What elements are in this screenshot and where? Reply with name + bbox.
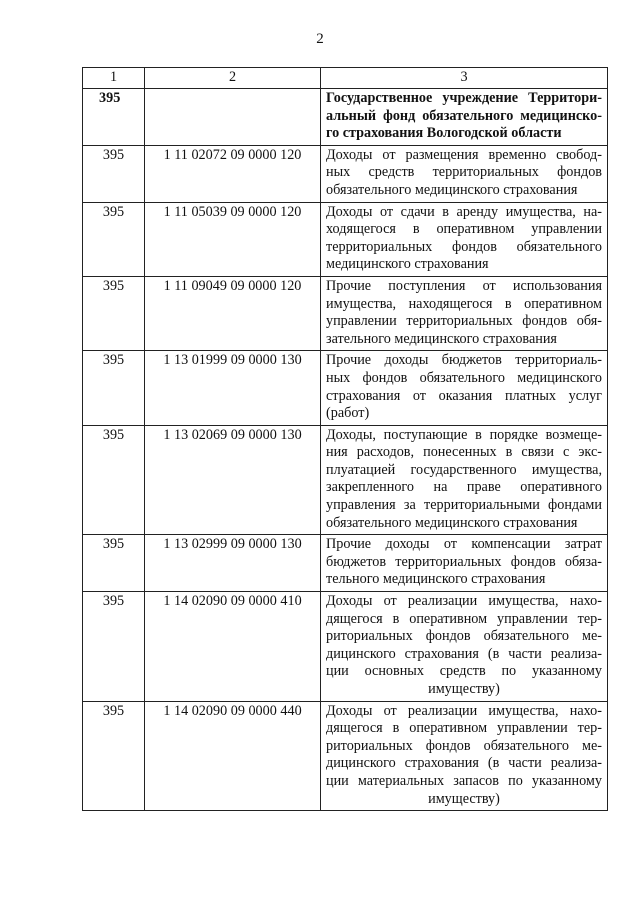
description-line: риториальных фондов обязательного ме- <box>326 737 602 754</box>
description-line: имущества, находящегося в оперативном <box>326 295 602 312</box>
description-line: обязательного медицинского страхования <box>326 181 578 198</box>
budget-classification-code-cell: 1 11 09049 09 0000 120 <box>145 276 321 350</box>
budget-classification-code-cell: 1 11 05039 09 0000 120 <box>145 202 321 276</box>
description-line: ции материальных запасов по указанному <box>326 772 602 789</box>
description-line: Доходы от сдачи в аренду имущества, на- <box>326 203 602 220</box>
admin-code-cell: 395 <box>83 701 145 811</box>
table-row <box>83 701 608 811</box>
description-line: (работ) <box>326 405 370 422</box>
table-row <box>83 276 608 350</box>
description-line: тельного медицинского страхования <box>326 571 546 588</box>
column-number-1: 1 <box>83 68 145 89</box>
admin-code-cell: 395 <box>83 145 145 202</box>
description-line: дящегося в оперативном управлении тер- <box>326 610 602 627</box>
budget-classification-code-cell: 1 13 01999 09 0000 130 <box>145 351 321 425</box>
admin-code-cell: 395 <box>83 351 145 425</box>
description-line: дицинского страхования (в части реализа- <box>326 755 602 772</box>
description-line: ходящегося в оперативном управлении <box>326 221 602 238</box>
description-line: имуществу) <box>428 681 500 697</box>
description-line: плуатацией государственного имущества, <box>326 461 602 478</box>
revenue-description-cell <box>321 351 608 425</box>
admin-code-cell: 395 <box>83 535 145 592</box>
description-line: зательного медицинского страхования <box>326 330 557 347</box>
table-row <box>83 535 608 592</box>
revenue-description-cell <box>321 535 608 592</box>
description-line: Прочие поступления от использования <box>326 277 602 294</box>
description-line: медицинского страхования <box>326 256 489 273</box>
revenue-description-cell <box>321 701 608 811</box>
revenue-description-cell <box>321 89 608 146</box>
budget-classification-code-cell <box>145 89 321 146</box>
admin-code-cell: 395 <box>83 89 145 146</box>
description-line: управления за территориальными фондами <box>326 497 602 514</box>
description-line: риториальных фондов обязательного ме- <box>326 628 602 645</box>
table-row <box>83 202 608 276</box>
table-body <box>83 68 608 811</box>
description-line: ных фондов обязательного медицинского <box>326 369 602 386</box>
description-line: альный фонд обязательного медицинско- <box>326 107 602 124</box>
description-line: дицинского страхования (в части реализа- <box>326 645 602 662</box>
description-line: Прочие доходы от компенсации затрат <box>326 536 602 553</box>
revenue-description-cell <box>321 145 608 202</box>
budget-classification-code-cell: 1 11 02072 09 0000 120 <box>145 145 321 202</box>
column-number-3: 3 <box>321 68 608 89</box>
table-row <box>83 89 608 146</box>
description-line: ции основных средств по указанному <box>326 663 602 680</box>
budget-classification-code-cell: 1 13 02999 09 0000 130 <box>145 535 321 592</box>
revenue-codes-table <box>82 67 608 811</box>
description-line: страхования от оказания платных услуг <box>326 387 602 404</box>
description-line: Доходы от реализации имущества, нахо- <box>326 702 602 719</box>
description-line: Прочие доходы бюджетов территориаль- <box>326 352 602 369</box>
table-row <box>83 425 608 535</box>
revenue-description-cell <box>321 202 608 276</box>
budget-classification-code-cell: 1 14 02090 09 0000 410 <box>145 592 321 702</box>
admin-code-cell: 395 <box>83 592 145 702</box>
budget-classification-code-cell: 1 14 02090 09 0000 440 <box>145 701 321 811</box>
description-line: го страхования Вологодской области <box>326 125 562 142</box>
revenue-description-cell <box>321 592 608 702</box>
description-line: управлении территориальных фондов обя- <box>326 313 602 330</box>
table-row <box>83 592 608 702</box>
description-line: территориальных фондов обязательного <box>326 238 602 255</box>
description-line: Доходы от размещения временно свобод- <box>326 146 602 163</box>
description-line: имуществу) <box>428 790 500 807</box>
table-row <box>83 351 608 425</box>
description-line: бюджетов территориальных фондов обяза- <box>326 553 602 570</box>
description-line: ных средств территориальных фондов <box>326 164 602 181</box>
description-line: Государственное учреждение Территори- <box>326 90 602 106</box>
column-number-2: 2 <box>145 68 321 89</box>
page-number: 2 <box>316 31 324 47</box>
description-line: дящегося в оперативном управлении тер- <box>326 720 602 737</box>
table-row <box>83 145 608 202</box>
budget-classification-code-cell: 1 13 02069 09 0000 130 <box>145 425 321 535</box>
revenue-description-cell <box>321 276 608 350</box>
description-line: ния расходов, понесенных в связи с экс- <box>326 444 602 461</box>
revenue-description-cell <box>321 425 608 535</box>
column-number-row <box>83 68 608 89</box>
admin-code-cell: 395 <box>83 202 145 276</box>
admin-code-cell: 395 <box>83 425 145 535</box>
description-line: обязательного медицинского страхования <box>326 514 578 531</box>
description-line: закрепленного на праве оперативного <box>326 479 602 496</box>
description-line: Доходы, поступающие в порядке возмеще- <box>326 426 602 443</box>
description-line: Доходы от реализации имущества, нахо- <box>326 593 602 610</box>
admin-code-cell: 395 <box>83 276 145 350</box>
